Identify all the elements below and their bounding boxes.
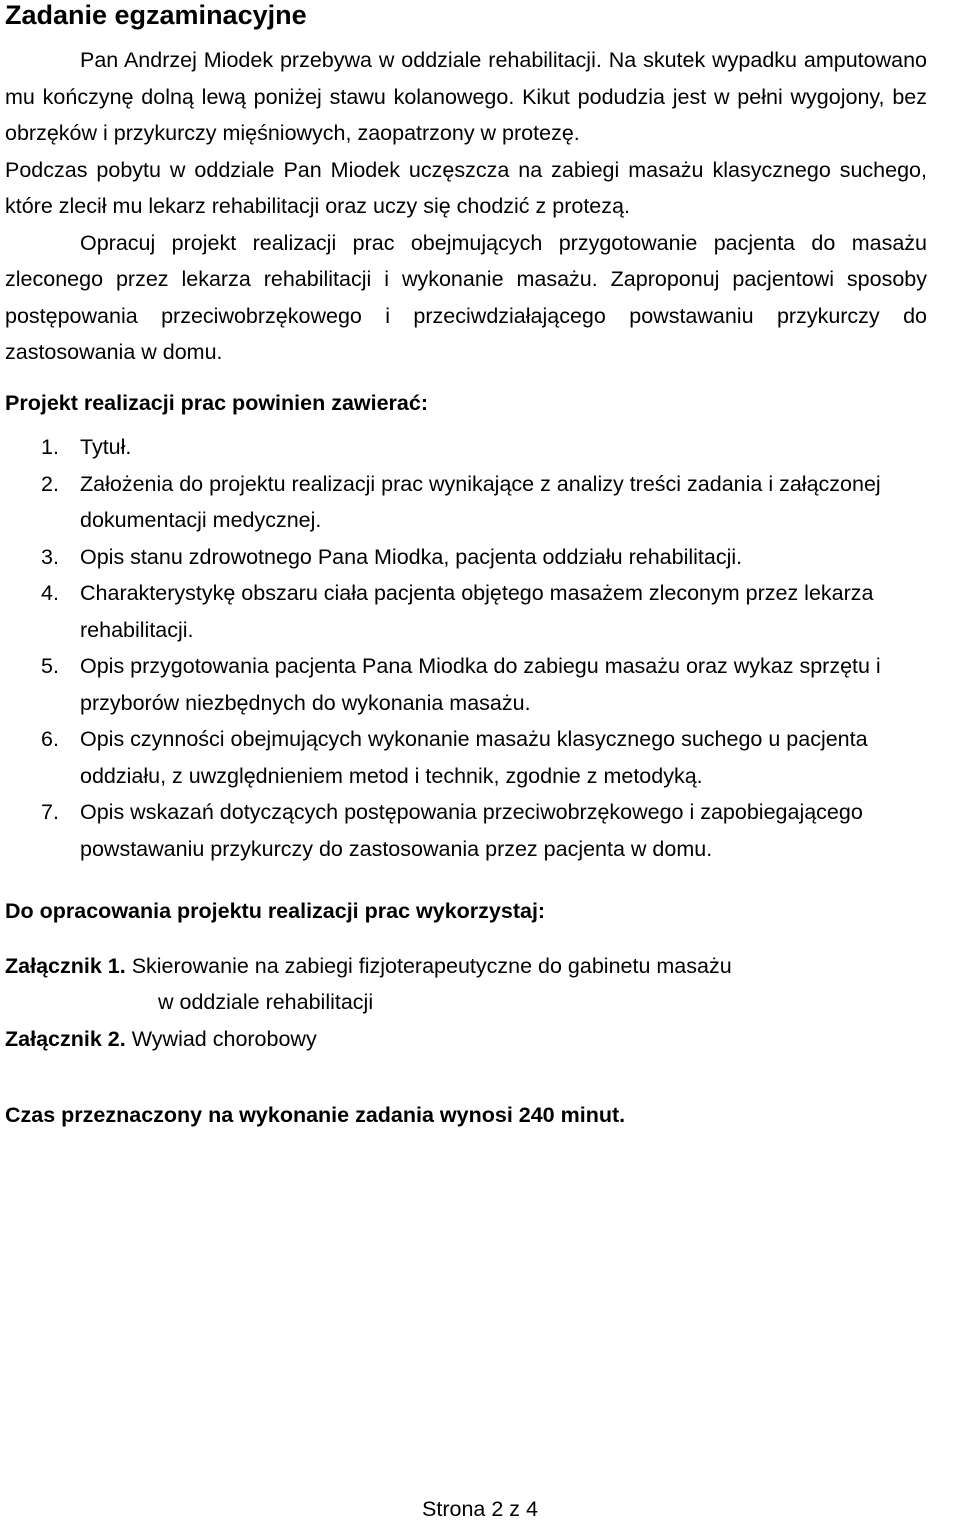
list-item	[5, 575, 927, 648]
list-item-number: 1.	[41, 435, 59, 459]
page-title: Zadanie egzaminacyjne	[5, 0, 307, 30]
project-heading: Projekt realizacji prac powinien zawierać:	[5, 390, 428, 415]
page-number-footer: Strona 2 z 4	[422, 1497, 538, 1521]
list-item-text: Tytuł.	[80, 435, 132, 459]
list-item-number: 4.	[41, 581, 59, 605]
list-item-number: 6.	[41, 727, 59, 751]
attachment-label: Załącznik 2.	[5, 1026, 126, 1051]
list-item-number: 5.	[41, 654, 59, 678]
attachment-title: Wywiad chorobowy	[131, 1026, 317, 1051]
paragraph-instructions: Opracuj projekt realizacji prac obejmujących przygotowanie pacjenta do masażu zleconego przez lekarza rehabilitacji i wykonanie masażu. Zaproponuj pacjentowi sposoby postępowania przeciwobrzękowego i przeciwdziałającego powstawaniu przykurczy do zastosowania w domu.	[5, 230, 927, 364]
list-item-text: Charakterystykę obszaru ciała pacjenta objętego masażem zleconym przez lekarza rehabilitacji.	[80, 581, 874, 642]
list-item-text: Założenia do projektu realizacji prac wynikające z analizy treści zadania i załączonej dokumentacji medycznej.	[80, 471, 881, 532]
attachment-label: Załącznik 1.	[5, 953, 126, 978]
list-item	[5, 539, 927, 576]
list-item	[5, 648, 927, 721]
resources-heading: Do opracowania projektu realizacji prac wykorzystaj:	[5, 899, 546, 923]
time-allotted-note: Czas przeznaczony na wykonanie zadania wynosi 240 minut.	[5, 1103, 626, 1127]
list-item	[5, 429, 927, 466]
list-item-number: 7.	[41, 800, 59, 824]
list-item-text: Opis stanu zdrowotnego Pana Miodka, pacjenta oddziału rehabilitacji.	[80, 544, 743, 569]
list-item-number: 3.	[41, 544, 59, 569]
list-item	[5, 466, 927, 539]
paragraph-case-description: Pan Andrzej Miodek przebywa w oddziale rehabilitacji. Na skutek wypadku amputowano mu kończynę dolną lewą poniżej stawu kolanowego. Kikut podudzia jest w pełni wygojony, bez obrzęków i przykurczy mięśniowych, zaopatrzony w protezę.	[5, 48, 927, 145]
document-page	[5, 0, 927, 1134]
paragraph-treatment: Podczas pobytu w oddziale Pan Miodek uczęszcza na zabiegi masażu klasycznego suchego, które zlecił mu lekarz rehabilitacji oraz uczy się chodzić z protezą.	[5, 157, 927, 218]
list-item	[5, 794, 927, 867]
attachment-1	[5, 948, 927, 1021]
list-item-text: Opis przygotowania pacjenta Pana Miodka do zabiegu masażu oraz wykaz sprzętu i przyborów niezbędnych do wykonania masażu.	[80, 654, 881, 715]
project-requirements-list	[5, 429, 927, 867]
attachment-title-continuation: w oddziale rehabilitacji	[158, 990, 374, 1014]
attachment-2	[5, 1021, 927, 1058]
list-item	[5, 721, 927, 794]
list-item-text: Opis wskazań dotyczących postępowania przeciwobrzękowego i zapobiegającego powstawaniu przykurczy do zastosowania przez pacjenta w domu.	[80, 800, 863, 861]
attachment-title: Skierowanie na zabiegi fizjoterapeutyczne do gabinetu masażu	[131, 953, 732, 978]
list-item-text: Opis czynności obejmujących wykonanie masażu klasycznego suchego u pacjenta oddziału, z uwzględnieniem metod i technik, zgodnie z metodyką.	[80, 727, 868, 788]
list-item-number: 2.	[41, 471, 59, 496]
